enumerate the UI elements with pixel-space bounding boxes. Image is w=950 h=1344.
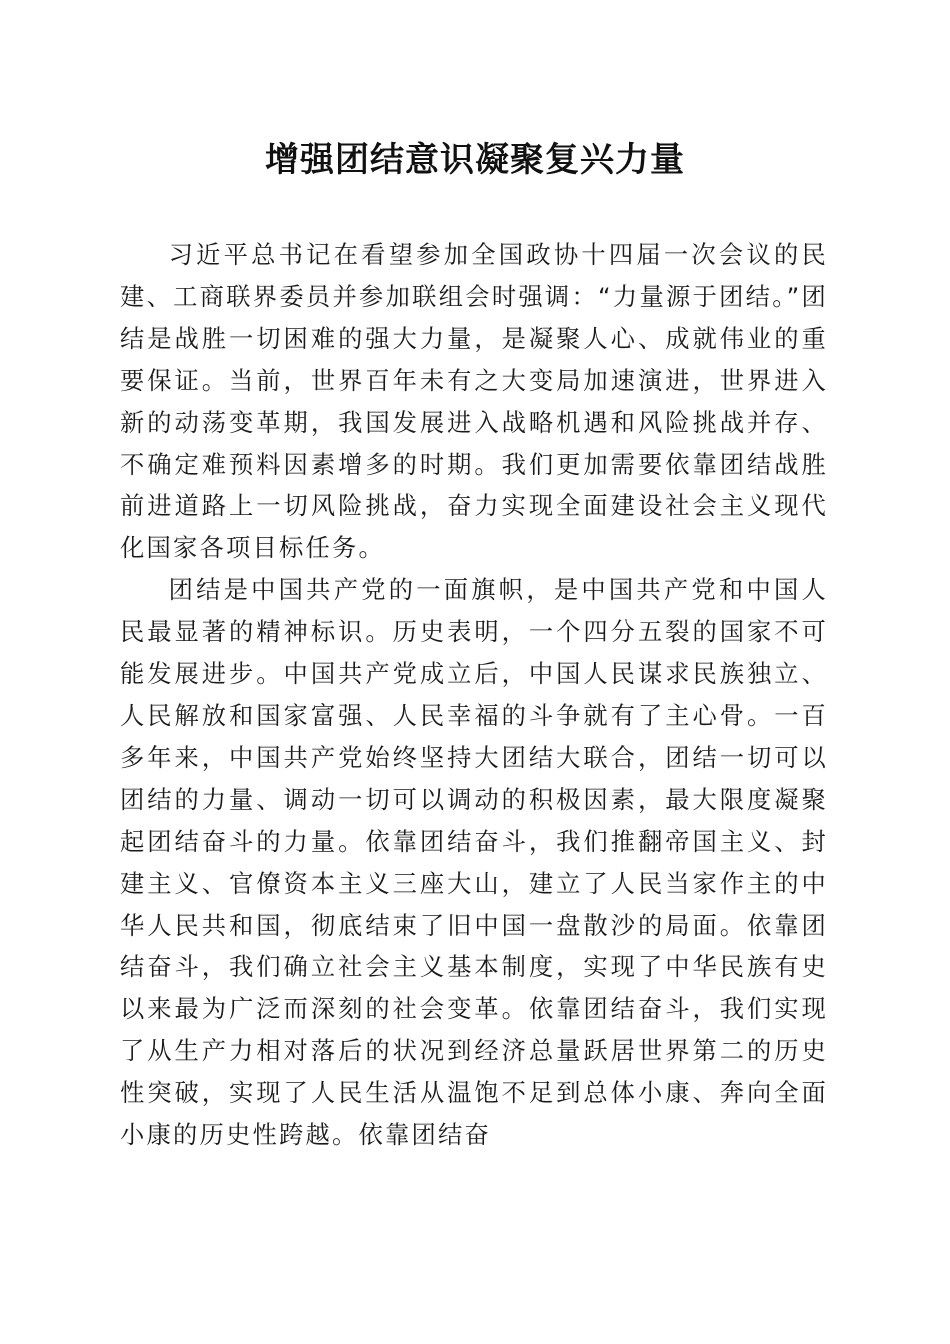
document-title: 增强团结意识凝聚复兴力量 <box>265 140 685 180</box>
document-body <box>120 234 828 1156</box>
paragraph-2: 团结是中国共产党的一面旗帜，是中国共产党和中国人民最显著的精神标识。历史表明，一个四分五裂的国家不可能发展进步。中国共产党成立后，中国人民谋求民族独立、人民解放和国家富强、人民幸福的斗争就有了主心骨。一百多年来，中国共产党始终坚持大团结大联合，团结一切可以团结的力量、调动一切可以调动的积极因素，最大限度凝聚起团结奋斗的力量。依靠团结奋斗，我们推翻帝国主义、封建主义、官僚资本主义三座大山，建立了人民当家作主的中华人民共和国，彻底结束了旧中国一盘散沙的局面。依靠团结奋斗，我们确立社会主义基本制度，实现了中华民族有史以来最为广泛而深刻的社会变革。依靠团结奋斗，我们实现了从生产力相对落后的状况到经济总量跃居世界第二的历史性突破，实现了人民生活从温饱不足到总体小康、奔向全面小康的历史性跨越。依靠团结奋 <box>120 575 828 1150</box>
paragraph-1: 习近平总书记在看望参加全国政协十四届一次会议的民建、工商联界委员并参加联组会时强调：“力量源于团结。”团结是战胜一切困难的强大力量，是凝聚人心、成就伟业的重要保证。当前，世界百年未有之大变局加速演进，世界进入新的动荡变革期，我国发展进入战略机遇和风险挑战并存、不确定难预料因素增多的时期。我们更加需要依靠团结战胜前进道路上一切风险挑战，奋力实现全面建设社会主义现代化国家各项目标任务。 <box>120 240 828 563</box>
